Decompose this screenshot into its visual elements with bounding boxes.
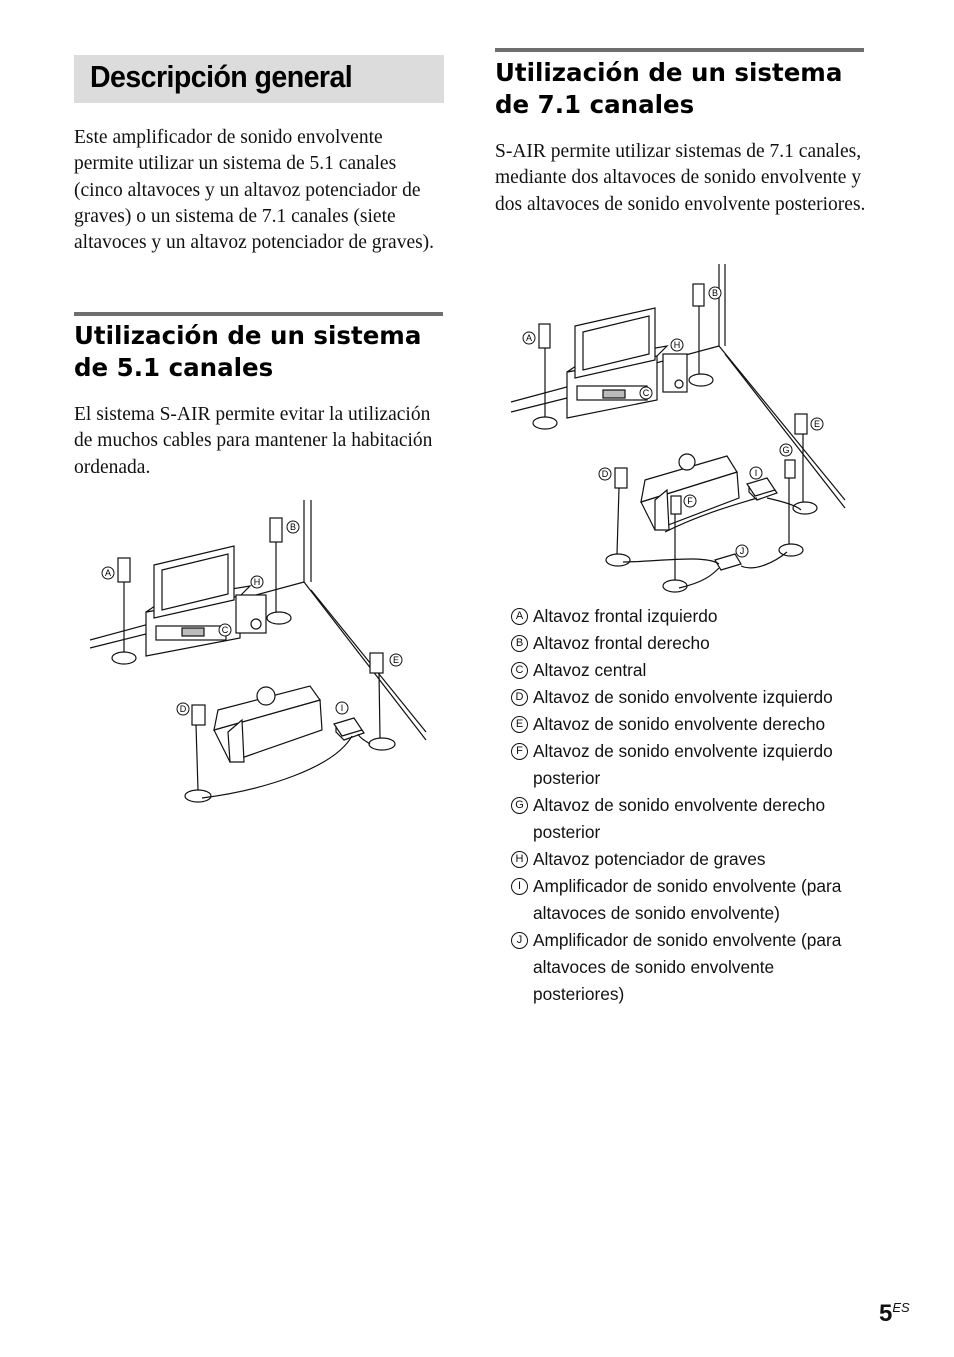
diagram-label-d: D <box>179 704 187 714</box>
heading-5-1-system: Utilización de un sistema de 5.1 canales <box>74 321 422 382</box>
legend-text: Altavoz potenciador de graves <box>533 849 766 869</box>
paragraph-7-1-system: S-AIR permite utilizar sistemas de 7.1 canales, mediante dos altavoces de sonido envolvente y dos altavoces de sonido envolvente posteriores. <box>495 141 866 215</box>
legend-item-f <box>510 738 870 792</box>
legend-item-h <box>510 846 870 873</box>
diagram-label-i: I <box>340 703 344 713</box>
legend-key: J <box>511 932 528 949</box>
legend-text: Altavoz de sonido envolvente derecho <box>533 714 826 734</box>
legend-text: Altavoz de sonido envolvente izquierdo <box>533 687 833 707</box>
section-rule-7-1 <box>495 48 864 52</box>
diagram-label-c: C <box>221 625 229 635</box>
diagram-label-j: J <box>739 546 745 556</box>
legend-item-j <box>510 927 870 1008</box>
legend-key: G <box>511 797 528 814</box>
diagram-label-i: I <box>754 468 758 478</box>
diagram-label-h: H <box>673 340 681 350</box>
legend-text: Altavoz de sonido envolvente izquierdo posterior <box>533 741 833 788</box>
page-title-box <box>74 55 444 103</box>
paragraph-5-1-system: El sistema S-AIR permite evitar la utilización de muchos cables para mantener la habitación ordenada. <box>74 404 433 478</box>
legend-text: Amplificador de sonido envolvente (para altavoces de sonido envolvente posteriores) <box>533 930 842 1004</box>
legend-key: B <box>511 635 528 652</box>
legend-text: Altavoz frontal izquierdo <box>533 606 718 626</box>
legend-text: Amplificador de sonido envolvente (para altavoces de sonido envolvente) <box>533 876 842 923</box>
diagram-label-e: E <box>392 655 400 665</box>
diagram-label-e: E <box>813 419 821 429</box>
legend-key: E <box>511 716 528 733</box>
legend-item-b <box>510 630 870 657</box>
legend-item-i <box>510 873 870 927</box>
diagram-5-1-system <box>84 500 434 810</box>
diagram-label-c: C <box>642 388 650 398</box>
legend-item-d <box>510 684 870 711</box>
intro-paragraph: Este amplificador de sonido envolvente permite utilizar un sistema de 5.1 canales (cinco altavoces y un altavoz potenciador de graves) o un sistema de 7.1 canales (siete altavoces y un altavoz potenciador de graves). <box>74 127 435 254</box>
page-title: Descripción general <box>90 59 353 94</box>
section-rule-5-1 <box>74 312 443 316</box>
legend-key: I <box>511 878 528 895</box>
legend-key: A <box>511 608 528 625</box>
diagram-label-b: B <box>289 522 297 532</box>
speaker-legend <box>510 603 870 1008</box>
diagram-label-b: B <box>711 288 719 298</box>
legend-key: D <box>511 689 528 706</box>
diagram-label-d: D <box>601 469 609 479</box>
legend-item-e <box>510 711 870 738</box>
diagram-label-a: A <box>104 568 112 578</box>
legend-key: H <box>511 851 528 868</box>
legend-item-a <box>510 603 870 630</box>
legend-key: C <box>511 662 528 679</box>
legend-text: Altavoz de sonido envolvente derecho posterior <box>533 795 826 842</box>
legend-text: Altavoz frontal derecho <box>533 633 710 653</box>
diagram-label-g: G <box>782 445 790 455</box>
diagram-label-a: A <box>525 333 533 343</box>
legend-text: Altavoz central <box>533 660 647 680</box>
legend-key: F <box>511 743 528 760</box>
heading-7-1-system: Utilización de un sistema de 7.1 canales <box>495 58 843 119</box>
diagram-label-f: F <box>687 496 693 506</box>
diagram-label-h: H <box>253 577 261 587</box>
page-language-suffix: ES <box>892 1300 910 1315</box>
legend-item-c <box>510 657 870 684</box>
page-number <box>879 1300 910 1328</box>
page-number-value: 5 <box>879 1300 893 1327</box>
legend-item-g <box>510 792 870 846</box>
diagram-7-1-system <box>505 262 850 602</box>
